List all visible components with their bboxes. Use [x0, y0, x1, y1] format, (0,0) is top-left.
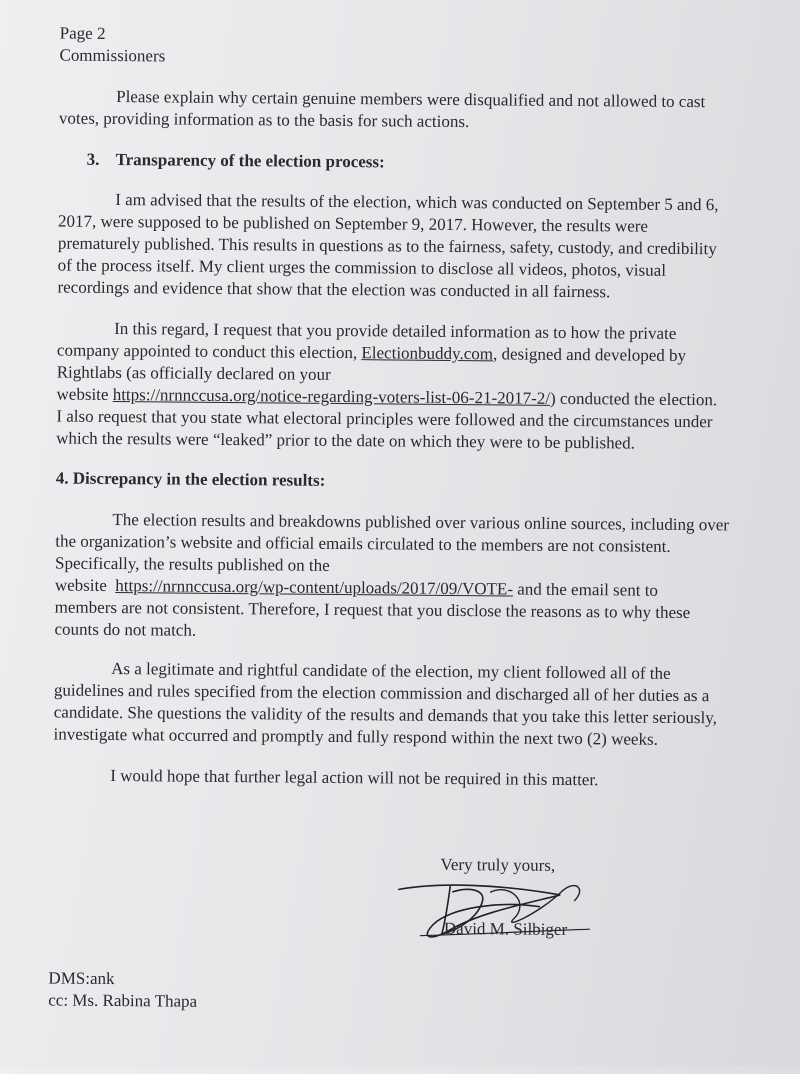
- section-3-p2-line-1: In this regard, I request that you provide detailed information as to how the private: [114, 319, 677, 343]
- section-3-p2-line-5: I also request that you state what electoral principles were followed and the circumstances under: [56, 406, 713, 432]
- voters-list-notice-link[interactable]: https://nrnnccusa.org/notice-regarding-voters-list-06-21-2017-2/: [112, 384, 551, 408]
- valediction: Very truly yours,: [440, 854, 556, 875]
- intro-line-2: votes, providing information as to the basis for such actions.: [58, 108, 470, 132]
- section-4-p1-line-1: The election results and breakdowns published over various online sources, including over: [112, 510, 730, 535]
- section-4-p2-line-2: guidelines and rules specified from the election commission and discharged all of her duties as a: [53, 680, 710, 706]
- section-3-heading: Transparency of the election process:: [115, 150, 385, 172]
- section-3-p1-line-4: of the process itself. My client urges the commission to disclose all videos, photos, visual: [57, 255, 667, 280]
- page-number: Page 2: [59, 23, 106, 43]
- electionbuddy-link[interactable]: Electionbuddy.com: [361, 343, 494, 364]
- section-3-p2-line-6: which the results were “leaked” prior to the date on which they were to be published.: [56, 428, 635, 453]
- section-4-heading: 4. Discrepancy in the election results:: [55, 468, 326, 490]
- intro-line-1: Please explain why certain genuine members were disqualified and not allowed to cast: [116, 87, 706, 112]
- section-4-p1-line-5: members are not consistent. Therefore, I request that you disclose the reasons as to why these: [54, 597, 691, 623]
- section-4-p2-line-3: candidate. She questions the validity of the results and demands that you take this letter seriously,: [53, 702, 718, 728]
- recipient-line: Commissioners: [59, 45, 166, 66]
- section-3-p2-line-2-text-b: , designed and developed by: [492, 344, 687, 366]
- section-4-p1-line-4-text-b: and the email sent to: [512, 579, 659, 600]
- handwritten-signature-icon: [390, 871, 631, 953]
- signer-name: David M. Silbiger: [443, 918, 568, 939]
- section-4-p2-line-4: investigate what occurred and promptly and fully respond within the next two (2) weeks.: [53, 724, 658, 749]
- section-4-p2-line-1: As a legitimate and rightful candidate of the election, my client followed all of the: [111, 658, 671, 683]
- section-3-p1-line-1: I am advised that the results of the election, which was conducted on September 5 and 6,: [115, 190, 719, 215]
- section-3-p2-line-3: Rightlabs (as officially declared on your: [56, 362, 331, 384]
- section-4-p1-line-2: the organization’s website and official emails circulated to the members are not consistent.: [55, 531, 671, 556]
- section-3-p2-line-2-text-a: company appointed to conduct this election,: [56, 340, 362, 363]
- section-3-p1-line-2: 2017, were supposed to be published on September 9, 2017. However, the results were: [57, 211, 649, 236]
- section-4-p1-line-4-text-a: website: [54, 575, 116, 596]
- section-3-p1-line-3: prematurely published. This results in questions as to the fairness, safety, custody, and credibility: [57, 233, 717, 259]
- section-3-p1-line-5: recordings and evidence that show that the election was conducted in all fairness.: [57, 277, 611, 302]
- vote-upload-link[interactable]: https://nrnnccusa.org/wp-content/uploads/2017/09/VOTE-: [115, 576, 514, 599]
- section-3-p2-line-4-text-a: website: [56, 384, 113, 404]
- section-3-number: 3.: [86, 149, 100, 169]
- typist-initials: DMS:ank: [48, 968, 115, 989]
- section-3-p2-line-4-text-b: ) conducted the election.: [549, 388, 718, 410]
- closing-paragraph: I would hope that further legal action will not be required in this matter.: [110, 765, 599, 790]
- section-4-p1-line-6: counts do not match.: [54, 619, 197, 640]
- section-4-p1-line-3: Specifically, the results published on the: [55, 553, 330, 575]
- cc-line: cc: Ms. Rabina Thapa: [48, 990, 198, 1011]
